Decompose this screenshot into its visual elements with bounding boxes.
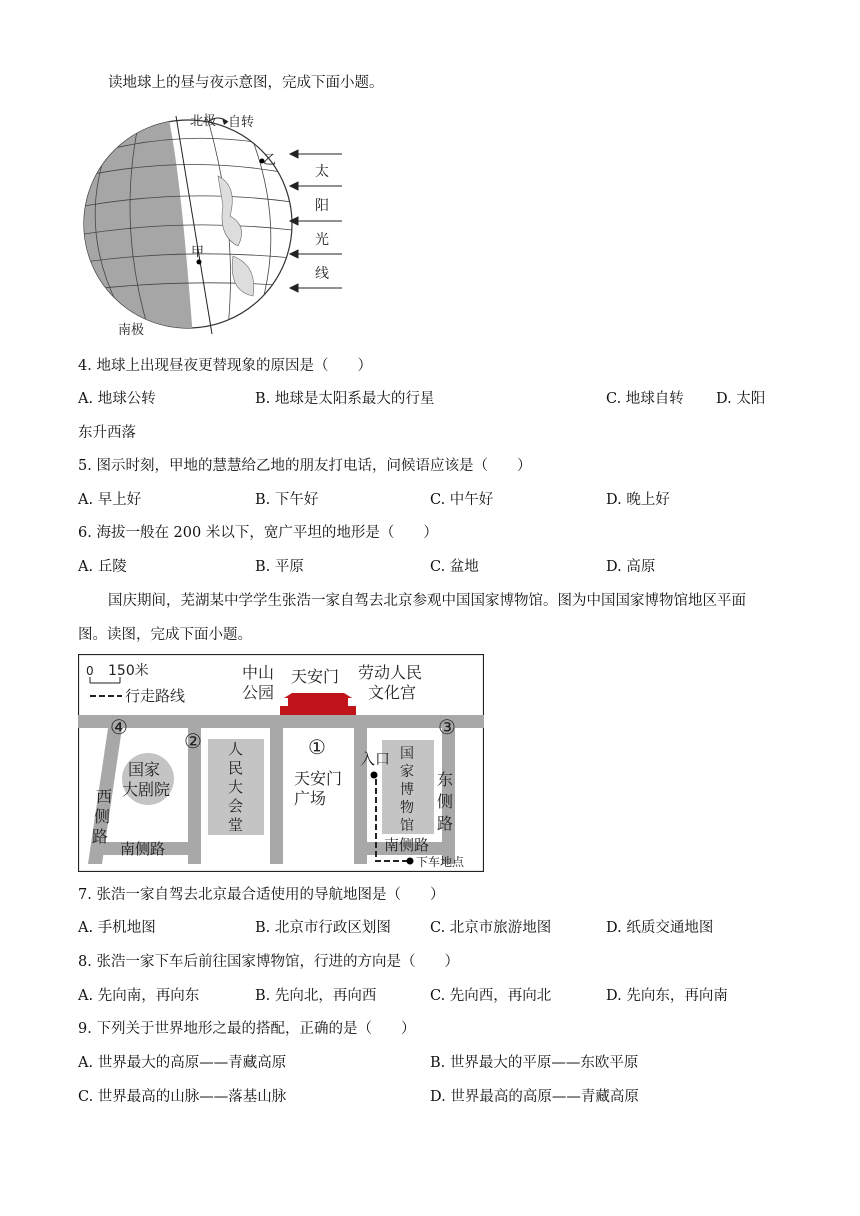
- entrance-dot: [371, 772, 378, 779]
- rotation-label: 自转: [228, 115, 255, 130]
- scale-zero: 0: [86, 664, 94, 678]
- q9-option-b[interactable]: B. 世界最大的平原——东欧平原: [430, 1055, 639, 1071]
- museum-char-4: 物: [400, 800, 414, 816]
- sun-char-3: 光: [315, 232, 329, 248]
- scale-value: 150米: [108, 663, 149, 679]
- q7-stem: 7. 张浩一家自驾去北京最合适使用的导航地图是（ ）: [78, 887, 445, 903]
- q7-option-d[interactable]: D. 纸质交通地图: [606, 920, 714, 936]
- great-hall-char-3: 大: [228, 778, 244, 796]
- dropoff-dot: [407, 858, 414, 865]
- q6-option-d[interactable]: D. 高原: [606, 559, 656, 575]
- q4-option-b[interactable]: B. 地球是太阳系最大的行星: [255, 391, 435, 407]
- marker-4: ④: [110, 715, 128, 739]
- intro-text-2-line2: 图。读图，完成下面小题。: [78, 627, 252, 643]
- q5-option-d[interactable]: D. 晚上好: [606, 492, 670, 508]
- q8-option-b[interactable]: B. 先向北，再向西: [255, 988, 377, 1004]
- q5-option-a[interactable]: A. 早上好: [78, 492, 142, 508]
- q4-option-d[interactable]: D. 太阳: [716, 391, 766, 407]
- museum-char-3: 博: [400, 782, 414, 798]
- museum-area-map: [78, 654, 484, 872]
- point-jia-dot: [197, 260, 202, 265]
- point-yi-label: 乙: [263, 153, 277, 168]
- sun-char-1: 太: [315, 164, 329, 180]
- cultural-palace-label-1: 劳动人民: [358, 663, 423, 682]
- marker-1: ①: [308, 735, 326, 759]
- west-road-char-3: 路: [92, 827, 109, 846]
- entrance-label: 入口: [360, 750, 391, 768]
- tiananmen-gate-icon: [280, 693, 356, 715]
- museum-char-5: 馆: [400, 818, 414, 834]
- east-west-avenue: [78, 715, 484, 728]
- q8-stem: 8. 张浩一家下车后前往国家博物馆，行进的方向是（ ）: [78, 954, 459, 970]
- q5-option-c[interactable]: C. 中午好: [430, 492, 494, 508]
- q8-option-d[interactable]: D. 先向东，再向南: [606, 988, 728, 1004]
- q4-stem: 4. 地球上出现昼夜更替现象的原因是（ ）: [78, 358, 372, 374]
- east-road-char-2: 侧: [437, 792, 454, 811]
- q4-option-a[interactable]: A. 地球公转: [78, 391, 156, 407]
- q9-option-c[interactable]: C. 世界最高的山脉——落基山脉: [78, 1089, 287, 1105]
- day-night-globe-figure: [78, 106, 368, 338]
- q6-option-b[interactable]: B. 平原: [255, 559, 304, 575]
- sun-char-2: 阳: [315, 198, 329, 214]
- square-label-2: 广场: [294, 789, 327, 808]
- road-square-west: [270, 728, 283, 864]
- theatre-label-2: 大剧院: [122, 780, 171, 799]
- q6-option-a[interactable]: A. 丘陵: [78, 559, 127, 575]
- q5-stem: 5. 图示时刻，甲地的慧慧给乙地的朋友打电话，问候语应该是（ ）: [78, 458, 532, 474]
- west-road-char-2: 侧: [94, 807, 111, 826]
- marker-2: ②: [184, 729, 202, 753]
- q7-option-c[interactable]: C. 北京市旅游地图: [430, 920, 552, 936]
- q9-option-d[interactable]: D. 世界最高的高原——青藏高原: [430, 1089, 639, 1105]
- great-hall-char-1: 人: [228, 740, 244, 758]
- cultural-palace-label-2: 文化宫: [368, 683, 417, 702]
- south-pole-label: 南极: [118, 323, 145, 338]
- point-jia-label: 甲: [191, 245, 205, 260]
- route-legend-label: 行走路线: [125, 687, 186, 705]
- q6-option-c[interactable]: C. 盆地: [430, 559, 479, 575]
- q6-stem: 6. 海拔一般在 200 米以下，宽广平坦的地形是（ ）: [78, 525, 438, 541]
- q8-option-c[interactable]: C. 先向西，再向北: [430, 988, 552, 1004]
- west-road-char-1: 西: [96, 787, 113, 806]
- q7-option-a[interactable]: A. 手机地图: [78, 920, 156, 936]
- zhongshan-park-label-2: 公园: [242, 683, 275, 702]
- great-hall-char-4: 会: [228, 797, 244, 815]
- intro-text-1: 读地球上的昼与夜示意图，完成下面小题。: [108, 75, 384, 91]
- great-hall-char-2: 民: [228, 759, 244, 777]
- south-road-right-label: 南侧路: [384, 836, 430, 854]
- sun-char-4: 线: [315, 266, 329, 282]
- q9-option-a[interactable]: A. 世界最大的高原——青藏高原: [78, 1055, 287, 1071]
- east-road-char-3: 路: [437, 814, 454, 833]
- q9-stem: 9. 下列关于世界地形之最的搭配，正确的是（ ）: [78, 1021, 416, 1037]
- dropoff-label: 下车地点: [416, 855, 465, 869]
- museum-char-1: 国: [400, 746, 414, 762]
- great-hall-char-5: 堂: [228, 816, 244, 834]
- south-road-left-label: 南侧路: [120, 840, 166, 858]
- q4-option-c[interactable]: C. 地球自转: [606, 391, 684, 407]
- east-road-char-1: 东: [437, 770, 454, 789]
- theatre-label-1: 国家: [128, 760, 161, 779]
- north-pole-label: 北极: [190, 114, 217, 129]
- square-label-1: 天安门: [294, 769, 343, 788]
- museum-char-2: 家: [400, 764, 414, 780]
- zhongshan-park-label-1: 中山: [242, 663, 275, 682]
- intro-text-2-line1: 国庆期间，芜湖某中学学生张浩一家自驾去北京参观中国国家博物馆。图为中国国家博物馆地区平面: [108, 593, 746, 609]
- q7-option-b[interactable]: B. 北京市行政区划图: [255, 920, 391, 936]
- tiananmen-label: 天安门: [291, 667, 340, 686]
- q8-option-a[interactable]: A. 先向南，再向东: [78, 988, 200, 1004]
- q5-option-b[interactable]: B. 下午好: [255, 492, 319, 508]
- q4-option-d-cont: 东升西落: [78, 425, 136, 441]
- marker-3: ③: [438, 715, 456, 739]
